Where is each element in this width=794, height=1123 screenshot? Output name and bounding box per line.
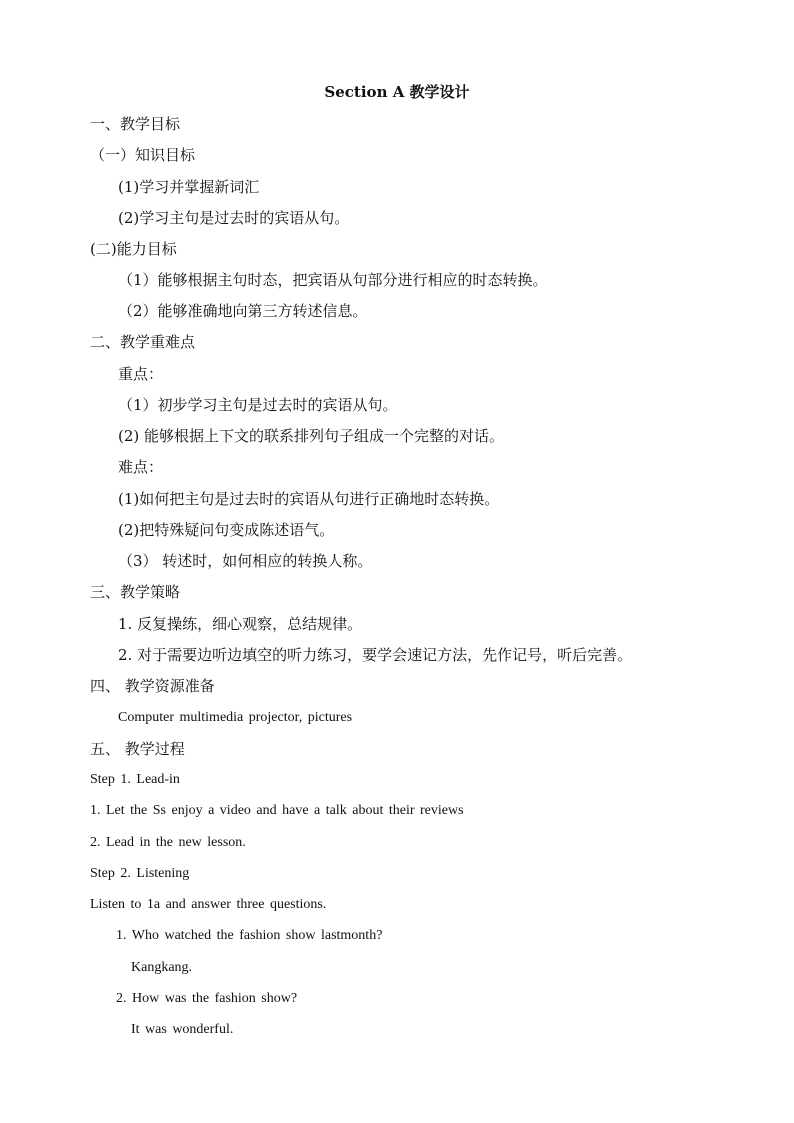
list-item: （2）能够准确地向第三方转述信息。 [118, 302, 368, 320]
step-heading: Step 2. Listening [90, 866, 190, 881]
list-item: (2) 能够根据上下文的联系排列句子组成一个完整的对话。 [118, 427, 505, 445]
answer-text: It was wonderful. [131, 1022, 234, 1037]
list-item: （3） 转述时，如何相应的转换人称。 [118, 552, 373, 570]
list-item: (2)把特殊疑问句变成陈述语气。 [118, 521, 335, 539]
question-item: 2. How was the fashion show? [116, 991, 298, 1006]
heading-key-difficult-points: 二、教学重难点 [90, 333, 196, 351]
document-title: Section A 教学设计 [324, 83, 470, 101]
resources-text: Computer multimedia projector, pictures [118, 710, 353, 725]
label-difficult-points: 难点： [118, 458, 164, 476]
label-key-points: 重点： [118, 365, 164, 383]
list-item: （1）初步学习主句是过去时的宾语从句。 [118, 396, 398, 414]
answer-text: Kangkang. [131, 960, 193, 975]
list-item: 1. 反复操练，细心观察，总结规律。 [118, 615, 363, 633]
heading-teaching-process: 五、 教学过程 [90, 740, 185, 758]
list-item: 2. 对于需要边听边填空的听力练习，要学会速记方法，先作记号，听后完善。 [118, 646, 633, 664]
list-item: (2)学习主句是过去时的宾语从句。 [118, 209, 350, 227]
list-item: (1)学习并掌握新词汇 [118, 178, 260, 196]
list-item: 1. Let the Ss enjoy a video and have a talk about their reviews [90, 803, 464, 818]
list-item: （1）能够根据主句时态，把宾语从句部分进行相应的时态转换。 [118, 271, 548, 289]
heading-teaching-resources: 四、 教学资源准备 [90, 677, 215, 695]
heading-teaching-strategies: 三、教学策略 [90, 583, 181, 601]
subheading-ability-objectives: (二)能力目标 [90, 240, 177, 258]
instruction-text: Listen to 1a and answer three questions. [90, 897, 327, 912]
list-item: 2. Lead in the new lesson. [90, 835, 246, 850]
heading-teaching-objectives: 一、教学目标 [90, 115, 181, 133]
question-item: 1. Who watched the fashion show lastmonth? [116, 928, 383, 943]
step-heading: Step 1. Lead-in [90, 772, 180, 787]
subheading-knowledge-objectives: （一）知识目标 [90, 146, 196, 164]
list-item: (1)如何把主句是过去时的宾语从句进行正确地时态转换。 [118, 490, 500, 508]
